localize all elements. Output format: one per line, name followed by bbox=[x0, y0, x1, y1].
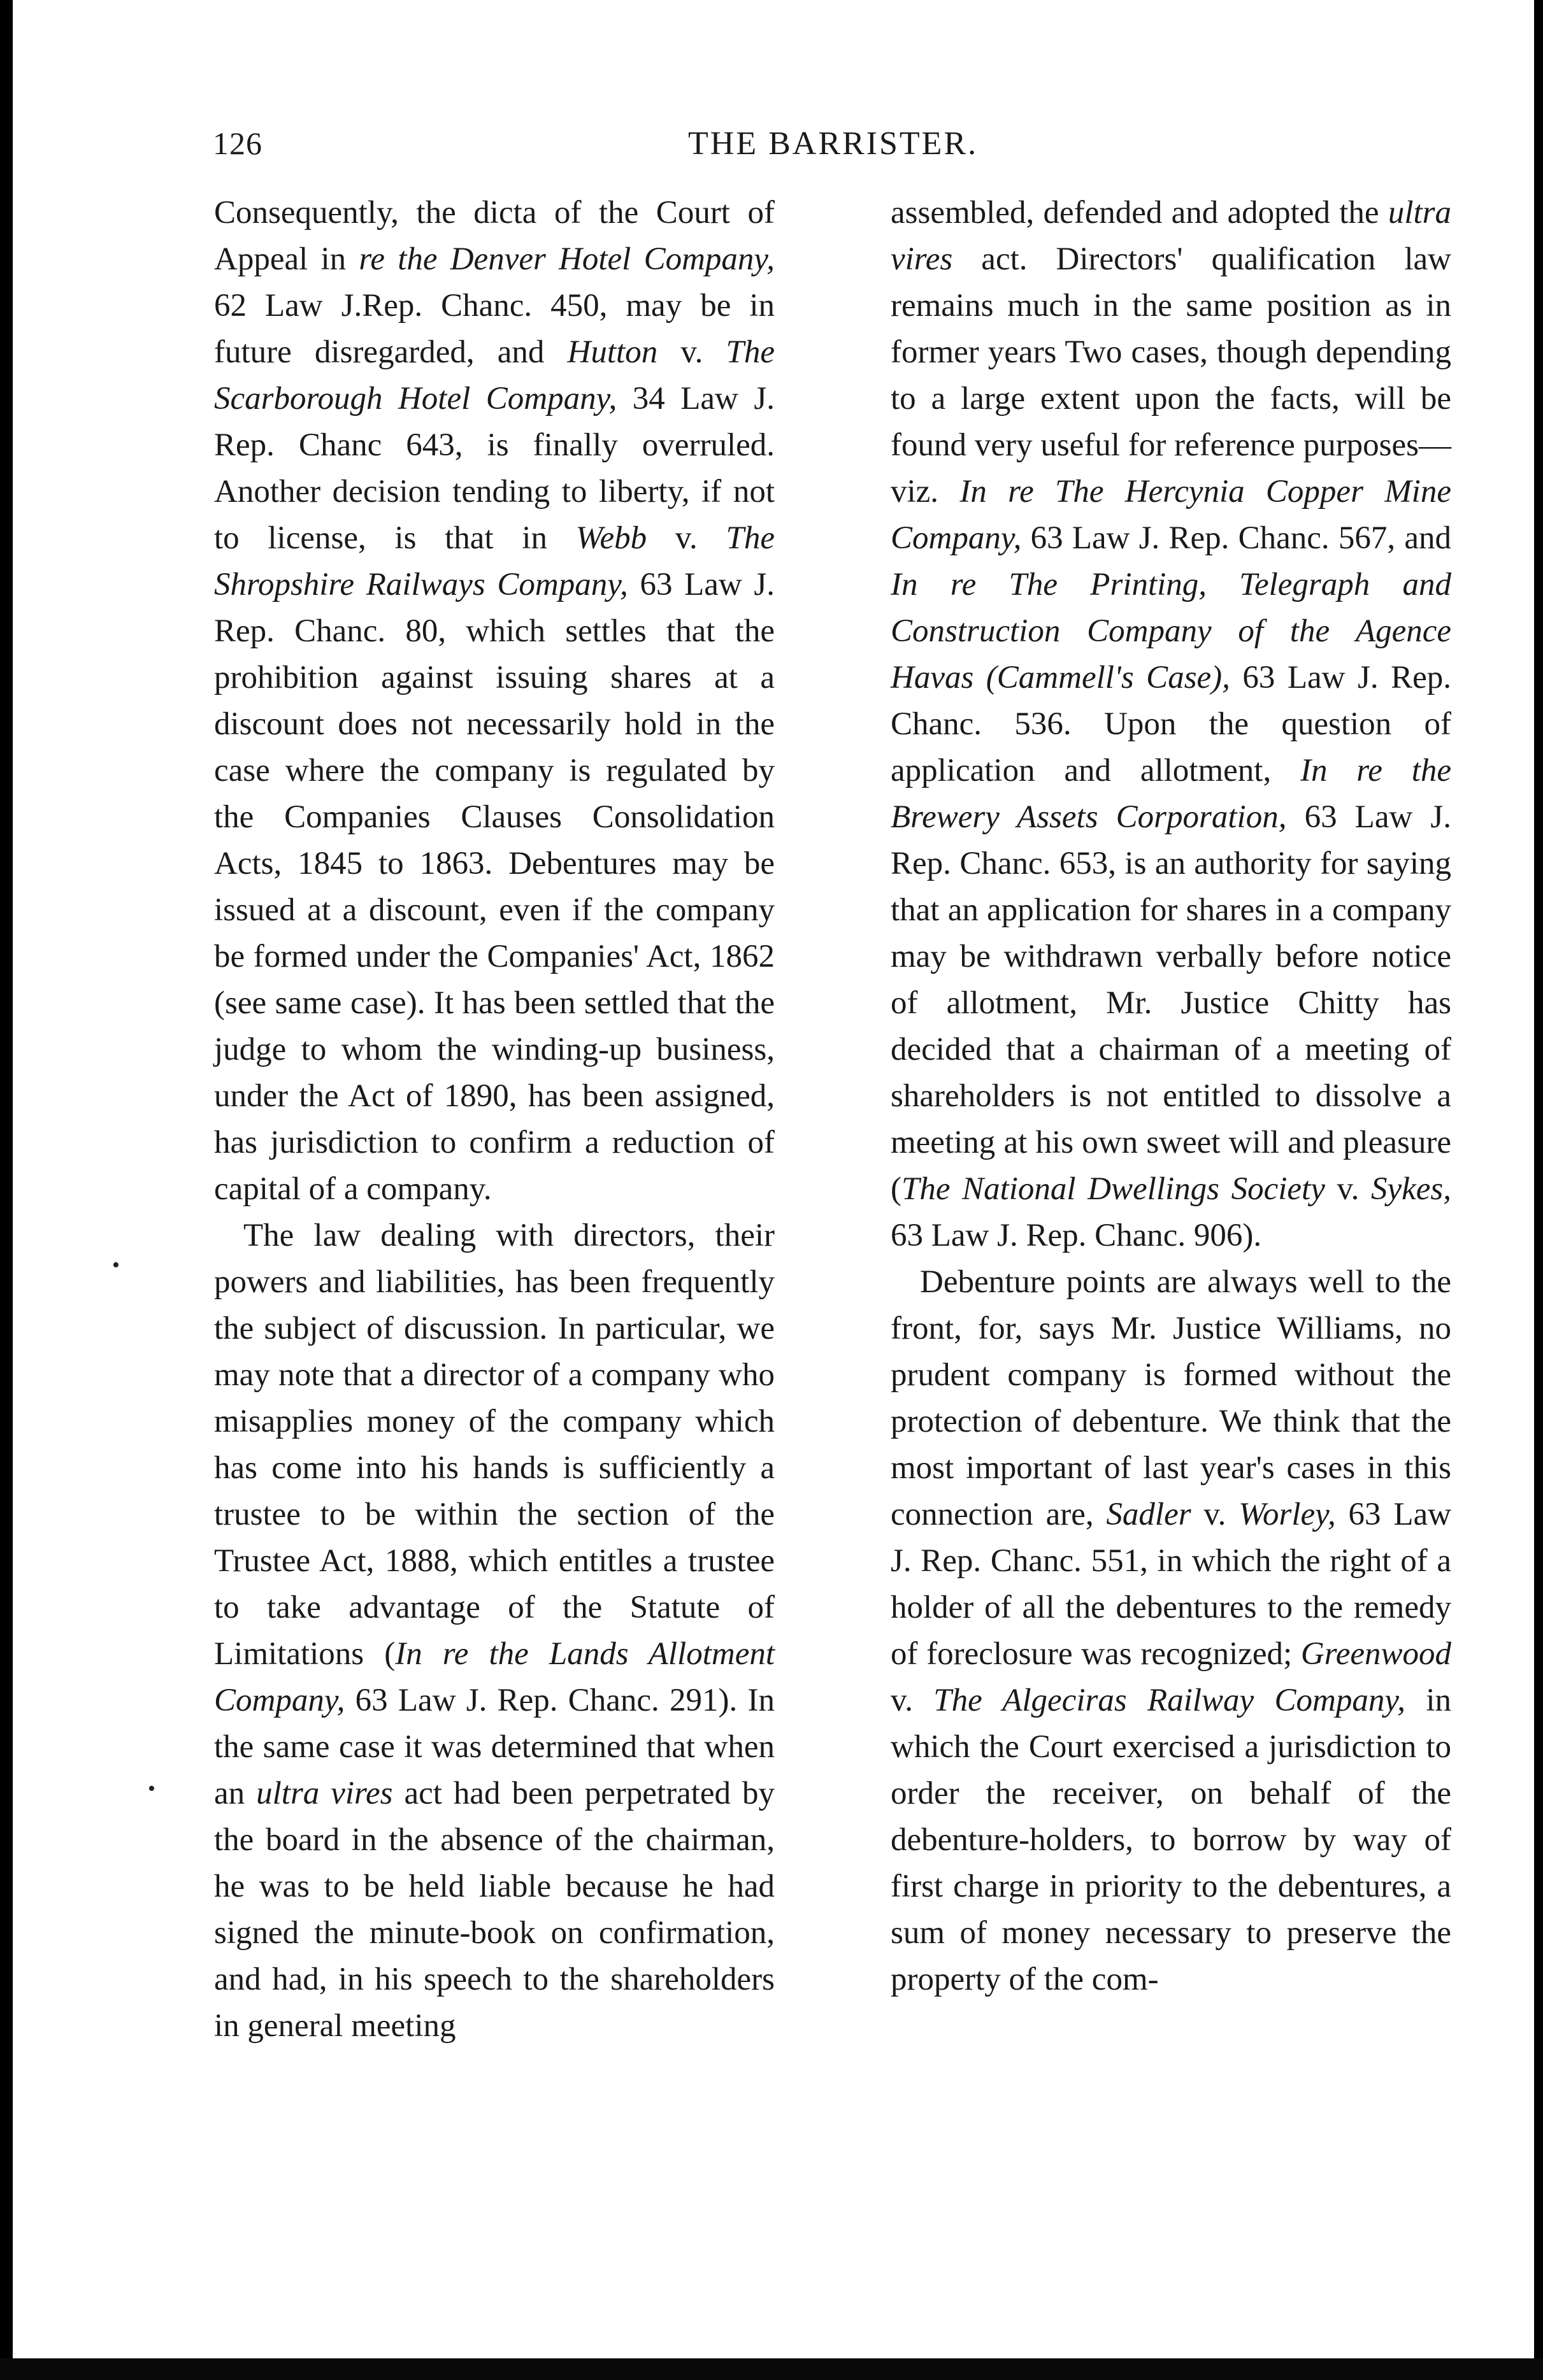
paragraph: Debenture points are always well to the front, for, says Mr. Justice Williams, no prudent company is formed without the protection of debenture. We think that the most important of last year's cases in this connection are, Sadler v. Worley, 63 Law J. Rep. Chanc. 551, in which the right of a holder of all the debentures to the remedy of foreclosure was recognized; Greenwood v. The Algeciras Railway Company, in which the Court exercised a jurisdiction to order the receiver, on behalf of the debenture-holders, to borrow by way of first charge in priority to the debentures, a sum of money necessary to preserve the property of the com- bbox=[891, 1264, 1451, 1997]
paragraph: The law dealing with directors, their powers and liabilities, has been frequently the subject of discussion. In particular, we may note that a director of a company who misapplies money of the company which has come into his hands is sufficiently a trustee to be within the section of the Trustee Act, 1888, which entitles a trustee to take advantage of the Statute of Limitations (In re the Lands Allotment Company, 63 Law J. Rep. Chanc. 291). In the same case it was determined that when an ultra vires act had been perpetrated by the board in the absence of the chairman, he was to be held liable because he had signed the minute-book on confirmation, and had, in his speech to the shareholders in general meeting bbox=[214, 1218, 775, 2044]
paragraph: Consequently, the dicta of the Court of Appeal in re the Denver Hotel Company, 62 Law J.Rep. Chanc. 450, may be in future disregarded, and Hutton v. The Scarborough Hotel Company, 34 Law J. Rep. Chanc 643, is finally overruled. Another decision tending to liberty, if not to license, is that in Webb v. The Shropshire Railways Company, 63 Law J. Rep. Chanc. 80, which settles that the prohibition against issuing shares at a discount does not necessarily hold in the case where the company is regulated by the Companies Clauses Consolidation Acts, 1845 to 1863. Debentures may be issued at a discount, even if the company be formed under the Companies' Act, 1862 (see same case). It has been settled that the judge to whom the winding-up business, under the Act of 1890, has been assigned, has jurisdiction to confirm a reduction of capital of a company. bbox=[214, 195, 775, 1207]
left-column bbox=[214, 190, 775, 2049]
margin-dot: • bbox=[148, 1777, 155, 1800]
paragraph: assembled, defended and adopted the ultra vires act. Directors' qualification law remains much in the same position as in former years Two cases, though depending to a large extent upon the facts, will be found very useful for reference purposes—viz. In re The Hercynia Copper Mine Company, 63 Law J. Rep. Chanc. 567, and In re The Printing, Telegraph and Construction Company of the Agence Havas (Cammell's Case), 63 Law J. Rep. Chanc. 536. Upon the question of application and allotment, In re the Brewery Assets Corporation, 63 Law J. Rep. Chanc. 653, is an authority for saying that an application for shares in a company may be withdrawn verbally before notice of allotment, Mr. Justice Chitty has decided that a chairman of a meeting of shareholders is not entitled to dissolve a meeting at his own sweet will and pleasure (The National Dwellings Society v. Sykes, 63 Law J. Rep. Chanc. 906). bbox=[891, 195, 1452, 1253]
scan-border-bottom bbox=[0, 2358, 1543, 2380]
page-number: 126 bbox=[213, 125, 262, 161]
scan-border-right bbox=[1534, 0, 1543, 2380]
right-column bbox=[891, 190, 1451, 2003]
margin-dot: • bbox=[112, 1253, 120, 1277]
scan-border-left bbox=[0, 0, 13, 2380]
running-title: THE BARRISTER. bbox=[688, 125, 979, 162]
